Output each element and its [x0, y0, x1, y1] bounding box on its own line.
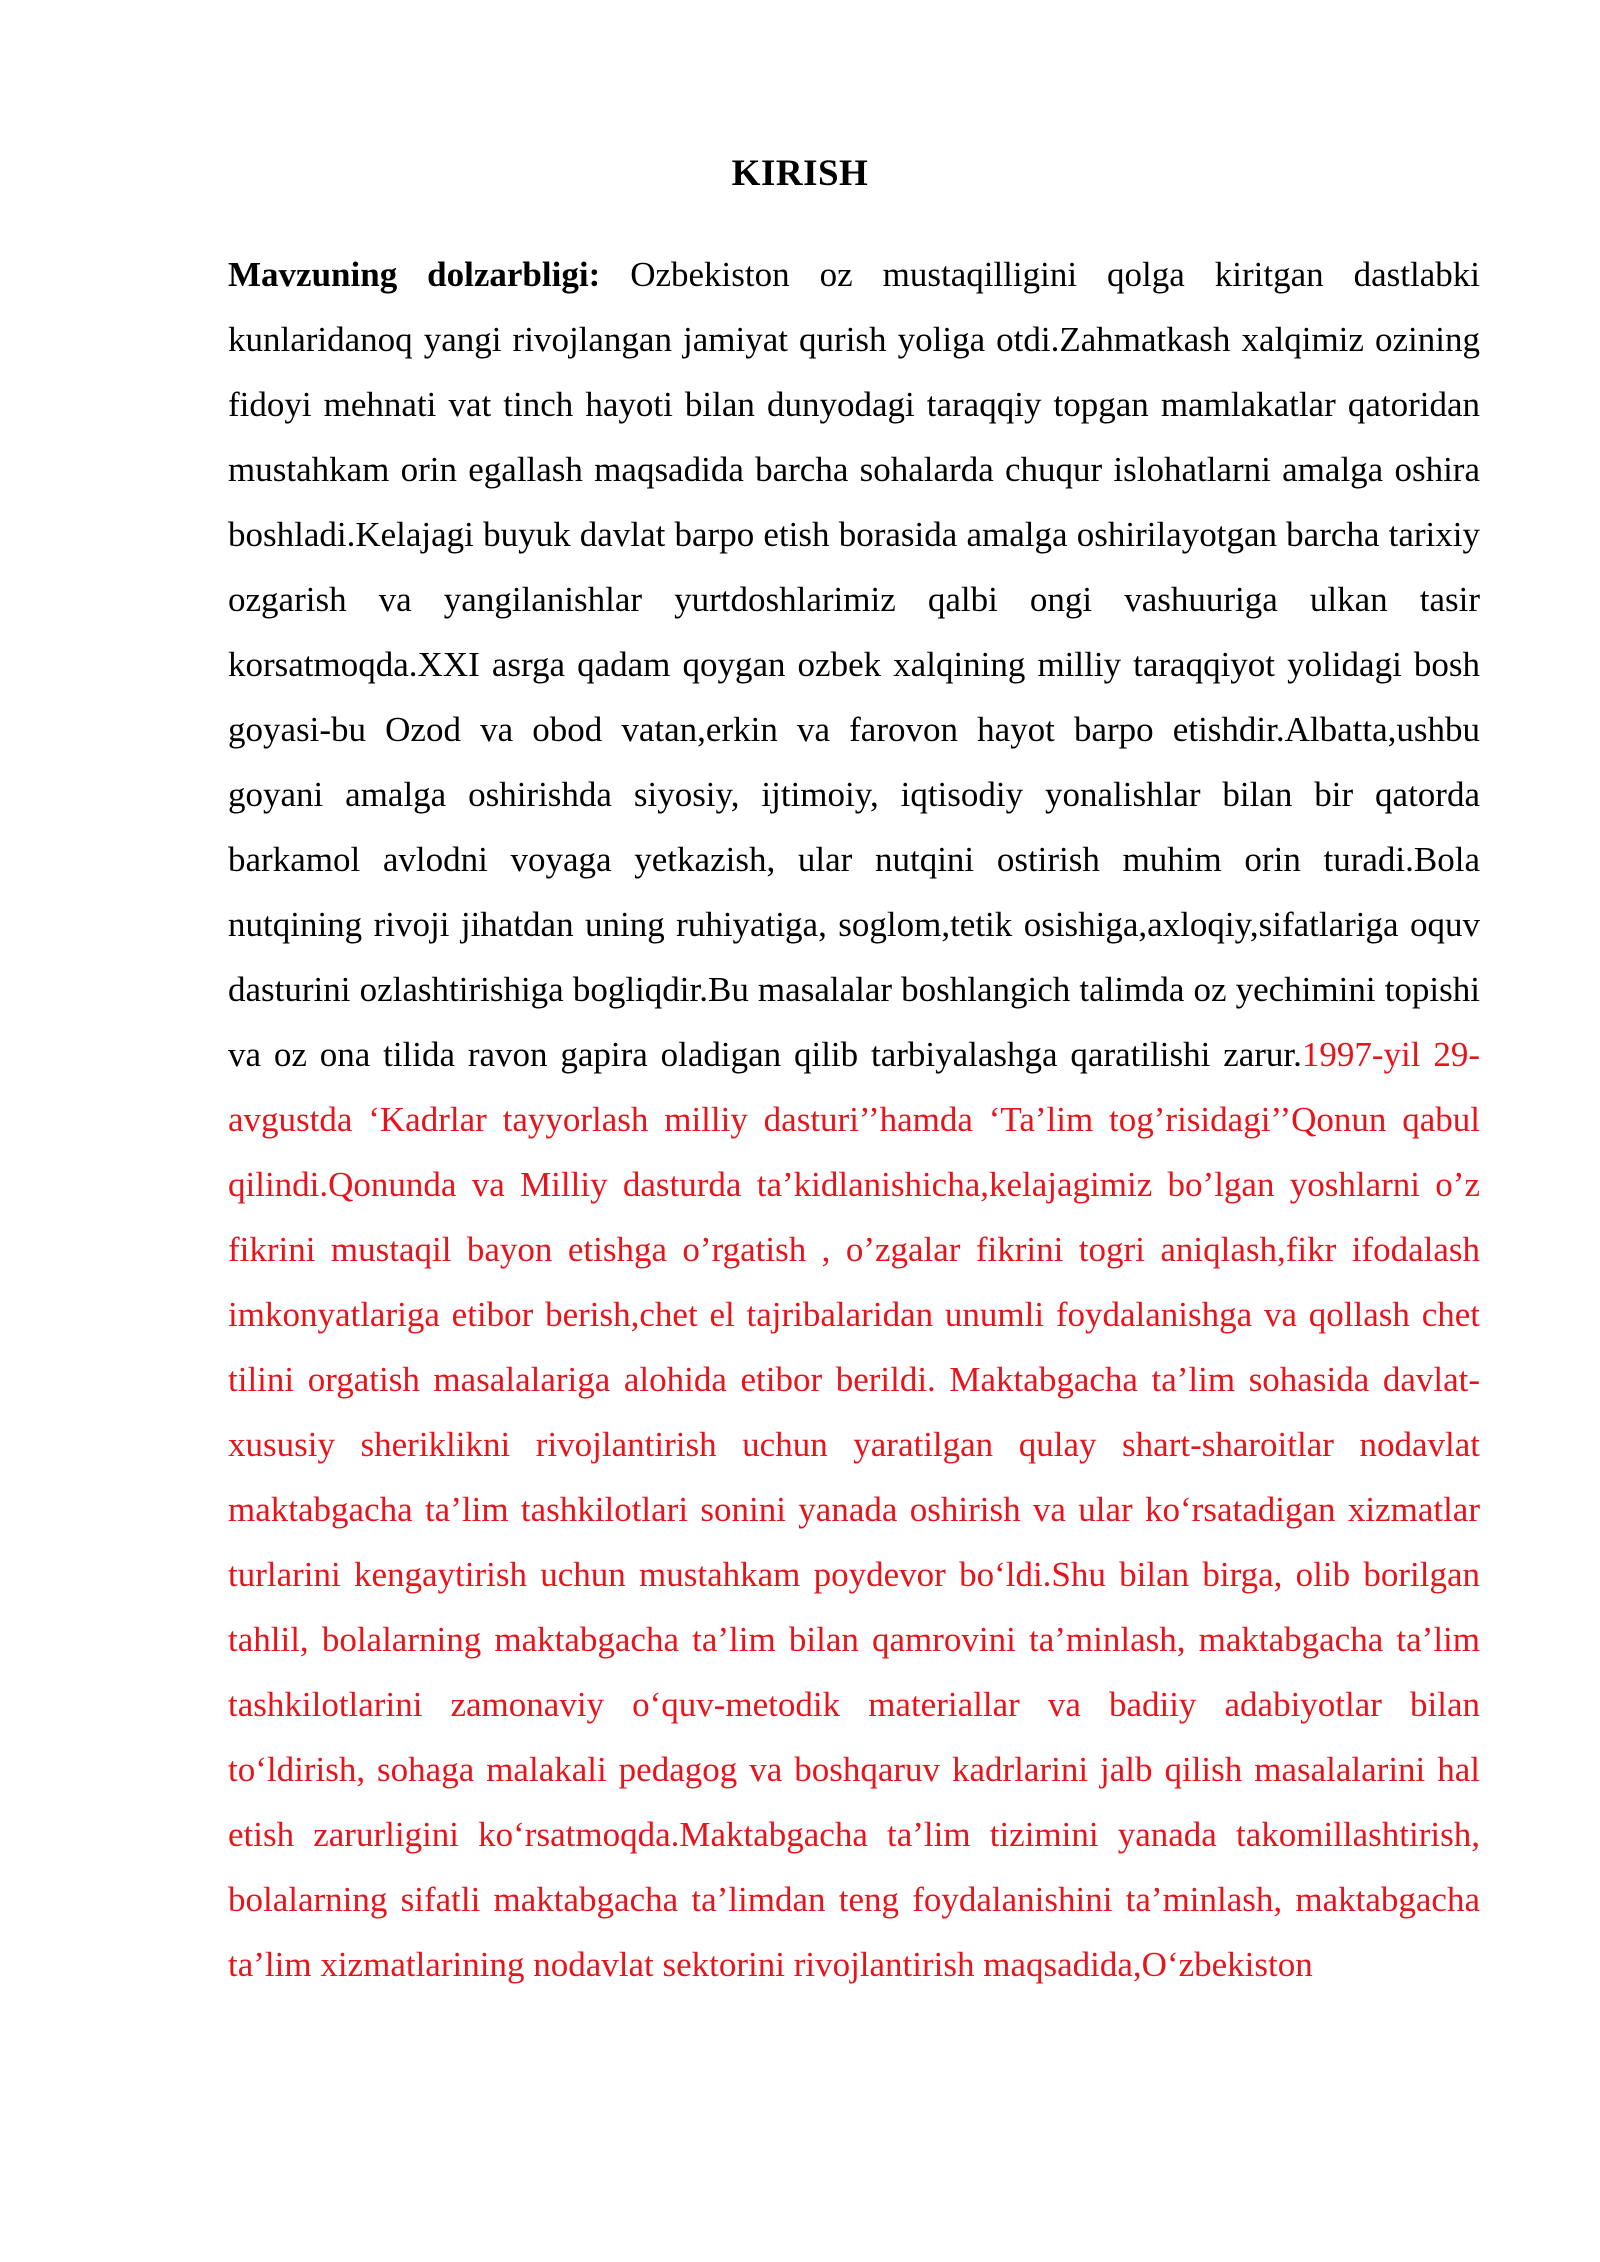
paragraph-gap: [936, 1360, 950, 1399]
body-text-red-law: 1997-yil 29-avgustda ‘Kadrlar tayyorlash milliy dasturi’’hamda ‘Ta’lim tog’risidagi’’Qonun qabul qilindi.Qonunda va Milliy dasturda ta’kidlanishicha,kelajagimiz bo’lgan yoshlarni o’z fikrini mustaqil bayon etishga o’rgatish , o’zgalar fikrini togri aniqlash,fikr ifodalash imkonyatlariga etibor berish,chet el tajribalaridan unumli foydalanishga va qollash chet tilini orgatish masalalariga alohida etibor berildi.: [228, 1035, 1480, 1399]
body-text-black: Ozbekiston oz mustaqilligini qolga kiritgan dastlabki kunlaridanoq yangi rivojlangan jamiyat qurish yoliga otdi.Zahmatkash xalqimiz ozining fidoyi mehnati vat tinch hayoti bilan dunyodagi taraqqiy topgan mamlakatlar qatoridan mustahkam orin egallash maqsadida barcha sohalarda chuqur islohatlarni amalga oshira boshladi.Kelajagi buyuk davlat barpo etish borasida amalga oshirilayotgan barcha tarixiy ozgarish va yangilanishlar yurtdoshlarimiz qalbi ongi vashuuriga ulkan tasir korsatmoqda.XXI asrga qadam qoygan ozbek xalqining milliy taraqqiyot yolidagi bosh goyasi-bu Ozod va obod vatan,erkin va farovon hayot barpo etishdir.Albatta,ushbu goyani amalga oshirishda siyosiy, ijtimoiy, iqtisodiy yonalishlar bilan bir qatorda barkamol avlodni voyaga yetkazish, ular nutqini ostirish muhim orin turadi.Bola nutqining rivoji jihatdan uning ruhiyatiga, soglom,tetik osishiga,axloqiy,sifatlariga oquv dasturini ozlashtirishiga bogliqdir.Bu masalalar boshlangich talimda oz yechimini topishi va oz ona tilida ravon gapira oladigan qilib tarbiyalashga qaratilishi zarur.: [228, 255, 1480, 1074]
topic-relevance-label: Mavzuning dolzarbligi:: [228, 255, 601, 294]
page-title: KIRISH: [731, 153, 869, 194]
body-text-red-preschool: Maktabgacha ta’lim sohasida davlat-xususiy sheriklikni rivojlantirish uchun yaratilgan qulay shart-sharoitlar nodavlat maktabgacha ta’lim tashkilotlari sonini yanada oshirish va ular koʻrsatadigan xizmatlar turlarini kengaytirish uchun mustahkam poydevor boʻldi.Shu bilan birga, olib borilgan tahlil, bolalarning maktabgacha ta’lim bilan qamrovini ta’minlash, maktabgacha ta’lim tashkilotlarini zamonaviy oʻquv-metodik materiallar va badiiy adabiyotlar bilan toʻldirish, sohaga malakali pedagog va boshqaruv kadrlarini jalb qilish masalalarini hal etish zarurligini koʻrsatmoqda.Maktabgacha ta’lim tizimini yanada takomillashtirish, bolalarning sifatli maktabgacha ta’limdan teng foydalanishini ta’minlash, maktabgacha ta’lim xizmatlarining nodavlat sektorini rivojlantirish maqsadida,Oʻzbekiston: [228, 1360, 1480, 1984]
body-paragraph: [228, 242, 1480, 1997]
